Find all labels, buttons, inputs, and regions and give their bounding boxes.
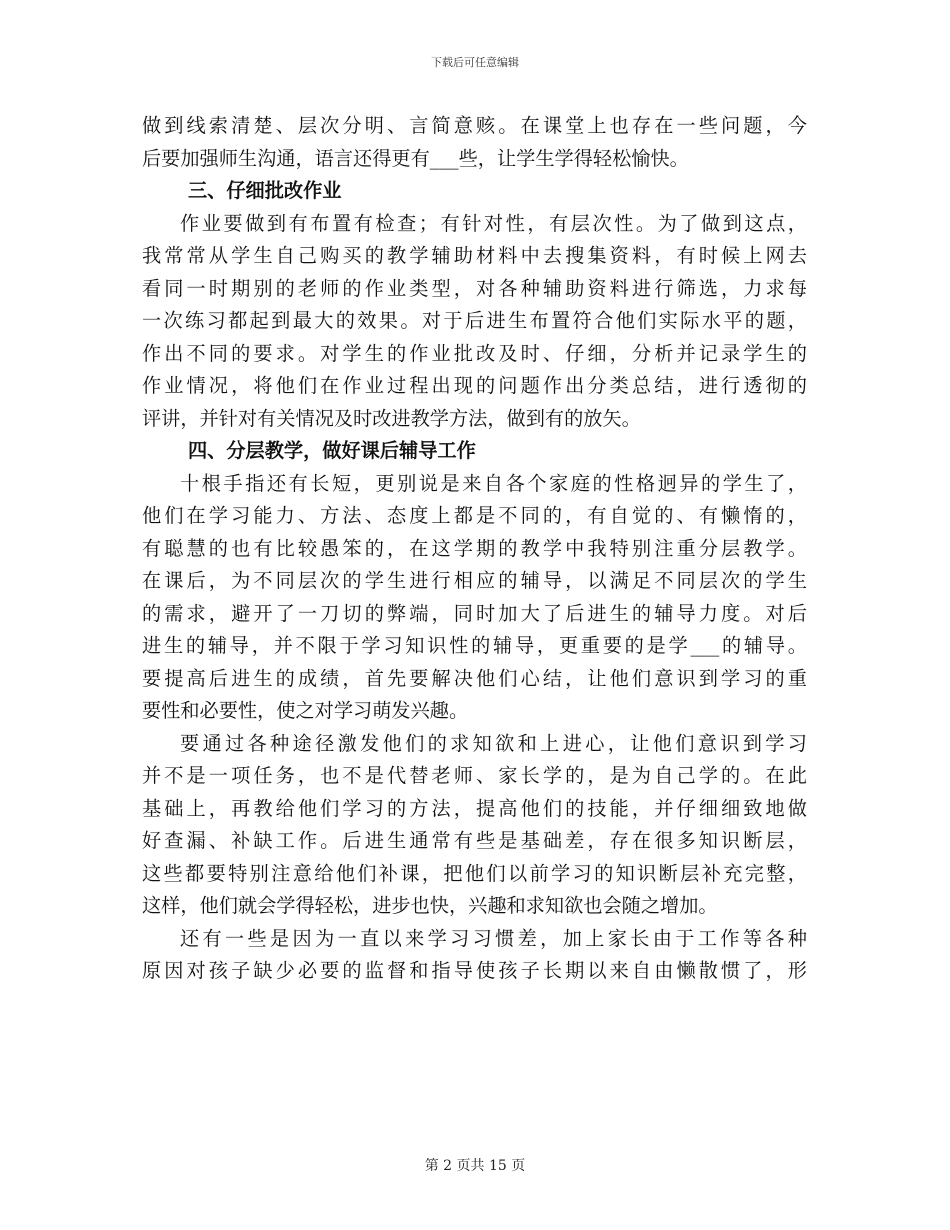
text-line: 这些都要特别注意给他们补课，把他们以前学习的知识断层补充完整， xyxy=(142,861,807,885)
page-footer: 第 2 页共 15 页 xyxy=(424,1158,526,1174)
section-heading xyxy=(142,435,807,468)
text-line: 作业情况，将他们在作业过程出现的问题作出分类总结，进行透彻的 xyxy=(142,374,807,397)
text-line: 原因对孩子缺少必要的监督和指导使孩子长期以来自由懒散惯了，形 xyxy=(142,959,807,982)
text-line: 我常常从学生自己购买的教学辅助材料中去搜集资料，有时候上网去 xyxy=(142,244,807,267)
text-line: 做到线索清楚、层次分明、言简意赅。在课堂上也存在一些问题，今 xyxy=(142,114,807,137)
paragraph xyxy=(142,728,807,923)
text-line: 还有一些是因为一直以来学习习惯差，加上家长由于工作等各种 xyxy=(180,926,807,950)
document-body xyxy=(142,110,807,988)
text-line: 他们在学习能力、方法、态度上都是不同的，有自觉的、有懒惰的， xyxy=(142,504,807,527)
text-line: 作出不同的要求。对学生的作业批改及时、仔细，分析并记录学生的 xyxy=(142,341,807,365)
paragraph xyxy=(142,923,807,988)
text-line: 一次练习都起到最大的效果。对于后进生布置符合他们实际水平的题， xyxy=(142,309,807,332)
text-line: 这样，他们就会学得轻松，进步也快，兴趣和求知欲也会随之增加。 xyxy=(142,894,718,917)
page-header: 下载后可任意编辑 xyxy=(431,56,519,69)
section-heading xyxy=(142,175,807,208)
text-line: 基础上，再教给他们学习的方法，提高他们的技能，并仔细细致地做 xyxy=(142,796,807,820)
text-line: 好查漏、补缺工作。后进生通常有些是基础差，存在很多知识断层， xyxy=(142,829,807,852)
text-line: 有聪慧的也有比较愚笨的，在这学期的教学中我特别注重分层教学。 xyxy=(142,536,807,560)
paragraph xyxy=(142,468,807,728)
text-line: 进生的辅导，并不限于学习知识性的辅导，更重要的是学___的辅导。 xyxy=(142,634,807,657)
text-line: 评讲，并针对有关情况及时改进教学方法，做到有的放矢。 xyxy=(142,406,641,430)
text-line: 并不是一项任务，也不是代替老师、家长学的，是为自己学的。在此 xyxy=(142,764,807,787)
heading-text: 三、仔细批改作业 xyxy=(188,179,342,202)
text-line: 要通过各种途径激发他们的求知欲和上进心，让他们意识到学习 xyxy=(180,731,807,755)
text-line: 要性和必要性，使之对学习萌发兴趣。 xyxy=(142,699,469,722)
heading-text: 四、分层教学，做好课后辅导工作 xyxy=(188,439,476,462)
text-line: 看同一时期别的老师的作业类型，对各种辅助资料进行筛选，力求每 xyxy=(142,276,807,300)
paragraph xyxy=(142,208,807,436)
paragraph xyxy=(142,110,807,175)
text-line: 在课后，为不同层次的学生进行相应的辅导，以满足不同层次的学生 xyxy=(142,569,807,592)
text-line: 要提高后进生的成绩，首先要解决他们心结，让他们意识到学习的重 xyxy=(142,666,807,690)
text-line: 的需求，避开了一刀切的弊端，同时加大了后进生的辅导力度。对后 xyxy=(142,601,807,625)
text-line: 后要加强师生沟通，语言还得更有___些，让学生学得轻松愉快。 xyxy=(142,146,689,170)
text-line: 作业要做到有布置有检查；有针对性，有层次性。为了做到这点， xyxy=(180,211,807,235)
text-line: 十根手指还有长短，更别说是来自各个家庭的性格迥异的学生了， xyxy=(180,471,807,495)
